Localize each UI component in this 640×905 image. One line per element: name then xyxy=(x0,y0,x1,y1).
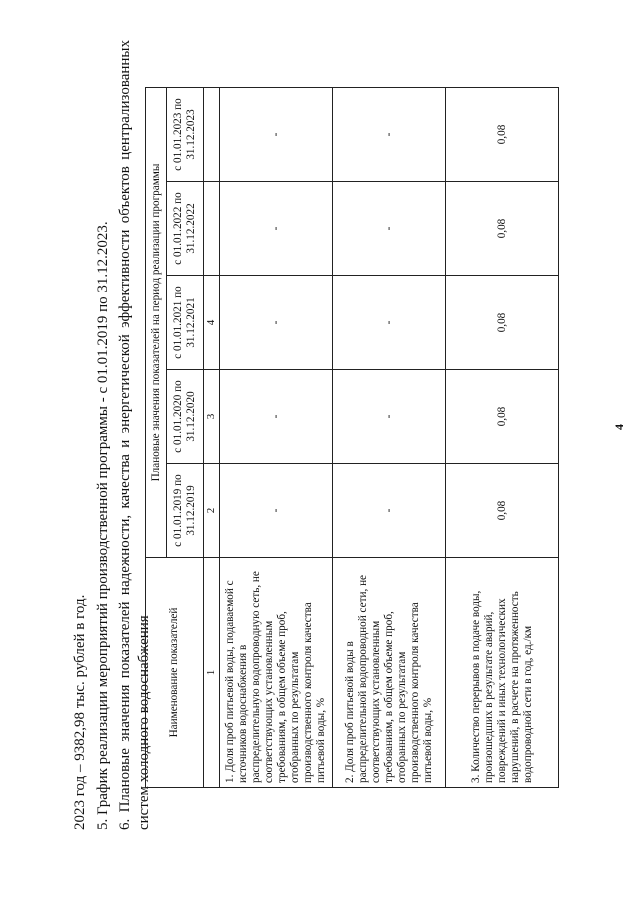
row-value: 0,08 xyxy=(446,87,559,181)
row-indicator-name: 3. Количество перерывов в подаче воды, произошедших в результате аварий, повреждений и иных технологических нарушений, в расчете на протяженность водопроводной сети в год, ед./км xyxy=(446,558,559,788)
header-period-2021: с 01.01.2021 по 31.12.2021 xyxy=(167,276,204,370)
row-value: - xyxy=(333,87,446,181)
row-value: - xyxy=(220,370,333,464)
row-value: 0,08 xyxy=(446,464,559,558)
row-value: - xyxy=(220,182,333,276)
header-period-2019: с 01.01.2019 по 31.12.2019 xyxy=(167,464,204,558)
row-indicator-name: 2. Доля проб питьевой воды в распределительной водопроводной сети, не соответствующих установленным требованиям, в общем объеме проб, отобранных по результатам производственного контроля качества питьевой воды, % xyxy=(333,558,446,788)
row-value: - xyxy=(333,370,446,464)
row-value: - xyxy=(333,182,446,276)
header-planned-values: Плановые значения показателей на период реализации программы xyxy=(146,87,167,557)
table-row xyxy=(446,87,559,787)
budget-2023-line: 2023 год – 9382,98 тыс. рублей в год. xyxy=(72,594,88,830)
row-value: 0,08 xyxy=(446,370,559,464)
row-value: 0,08 xyxy=(446,276,559,370)
col-number xyxy=(204,182,220,276)
table-row xyxy=(220,87,333,787)
col-number: 1 xyxy=(204,558,220,788)
header-period-2023: с 01.01.2023 по 31.12.2023 xyxy=(167,87,204,181)
row-value: 0,08 xyxy=(446,182,559,276)
schedule-line: 5. График реализации мероприятий производственной программы - с 01.01.2019 по 31.12.2023. xyxy=(95,221,111,830)
row-value: - xyxy=(220,276,333,370)
row-indicator-name: 1. Доля проб питьевой воды, подаваемой с источников водоснабжения в распределительную водопроводную сеть, не соответствующих установленным требованиям, в общем объеме проб, отобранных по результатам производственного контроля качества питьевой воды, % xyxy=(220,558,333,788)
col-number: 2 xyxy=(204,464,220,558)
header-period-2020: с 01.01.2020 по 31.12.2020 xyxy=(167,370,204,464)
header-period-2022: с 01.01.2022 по 31.12.2022 xyxy=(167,182,204,276)
col-number: 3 xyxy=(204,370,220,464)
table-row xyxy=(333,87,446,787)
row-value: - xyxy=(333,464,446,558)
row-value: - xyxy=(333,276,446,370)
header-indicator-name: Наименование показателей xyxy=(146,558,204,788)
section-6-heading: 6. Плановые значения показателей надежности, качества и энергетической эффективности объектов централизованных систем холодного водоснабжения xyxy=(117,40,152,830)
col-number xyxy=(204,87,220,181)
indicators-table xyxy=(145,87,559,788)
row-value: - xyxy=(220,87,333,181)
page-number: 4 xyxy=(612,424,626,430)
col-number: 4 xyxy=(204,276,220,370)
row-value: - xyxy=(220,464,333,558)
